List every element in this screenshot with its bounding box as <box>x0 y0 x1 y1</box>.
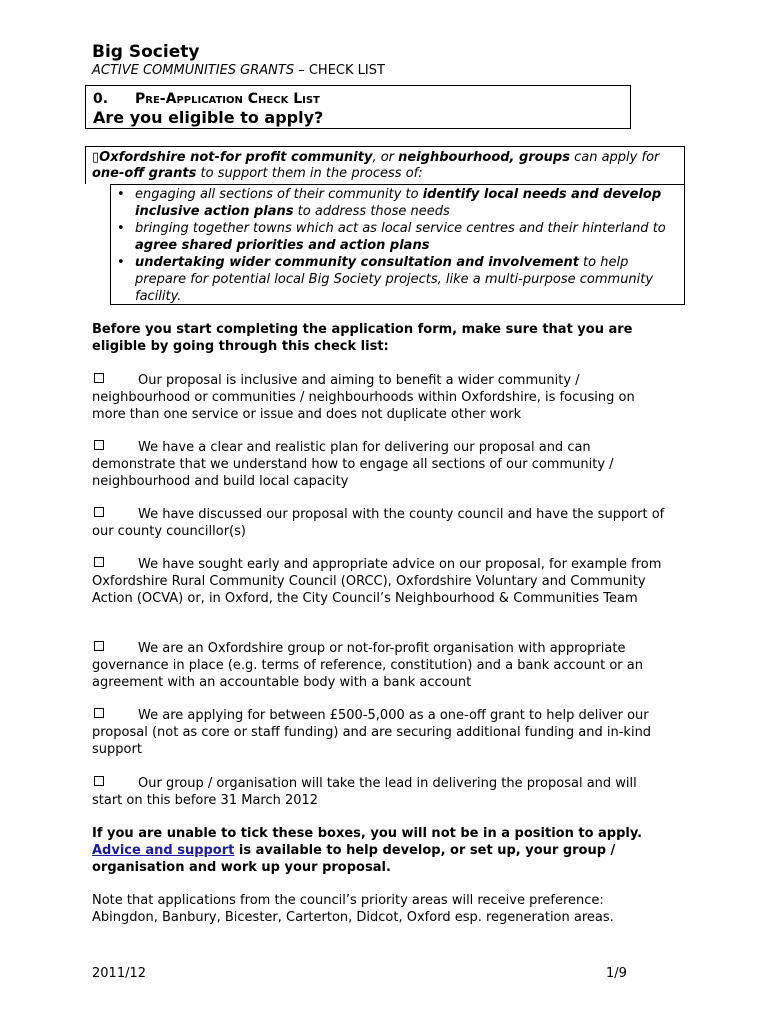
checklist-item-text: We have sought early and appropriate advice on our proposal, for example from Oxfordshire Rural Community Council (ORCC), Oxfordshire Voluntary and Community Action (OCVA) or, in Oxford, the City Council’s Neighbourhood & Communities Team <box>92 557 662 606</box>
checklist-item <box>92 439 667 490</box>
checklist-item <box>92 640 667 691</box>
list-item-text: bringing together towns which act as local service centres and their hinterland to <box>135 221 666 236</box>
checkbox-icon[interactable] <box>94 641 104 651</box>
intro-text-4: can apply for <box>569 150 660 165</box>
checklist-item <box>92 372 667 423</box>
bullet-icon: • <box>117 221 125 236</box>
unable-line: If you are unable to tick these boxes, you will not be in a position to apply. <box>92 826 643 841</box>
intro-text-2: , or <box>372 150 399 165</box>
list-item-bold: identify local needs and develop inclusive action plans <box>135 187 662 219</box>
intro-text-bold-1: Oxfordshire not-for profit community <box>99 150 373 165</box>
checklist-item-text: We have a clear and realistic plan for delivering our proposal and can demonstrate that we understand how to engage all sections of our community / neighbourhood and build local capacity <box>92 440 614 489</box>
advice-and-support-link[interactable]: Advice and support <box>92 843 235 858</box>
checklist-item-text: Our proposal is inclusive and aiming to benefit a wider community / neighbourhood or communities / neighbourhoods within Oxfordshire, is focusing on more than one service or issue and does not duplicate other work <box>92 373 635 422</box>
bullet-icon: • <box>117 255 125 270</box>
checklist-item <box>92 775 667 809</box>
section-number: 0. <box>93 91 109 107</box>
checklist-item <box>92 506 667 540</box>
intro-text-bold-5: one-off grants <box>92 166 197 181</box>
list-item-bold: undertaking wider community consultation and involvement <box>135 255 579 270</box>
list-item-text: to address those needs <box>293 204 450 219</box>
intro-text-bold-3: neighbourhood, groups <box>398 150 570 165</box>
checkbox-icon[interactable] <box>94 557 104 567</box>
unable-rest: is available to help develop, or set up, your group / organisation and work up your proposal. <box>92 843 616 875</box>
section-name: Pre-Application Check List <box>135 91 320 107</box>
intro-bullet-glyph: ▯ <box>92 150 100 165</box>
list-item-bold: agree shared priorities and action plans <box>135 238 430 253</box>
checklist-item-text: We are an Oxfordshire group or not-for-profit organisation with appropriate governance in place (e.g. terms of reference, constitution) and a bank account or an agreement with an accountable body with a bank account <box>92 641 643 690</box>
list-item <box>111 254 684 305</box>
list-item-text: to help prepare for potential local Big Society projects, like a multi-purpose community facility. <box>135 255 654 304</box>
document-subtitle <box>92 63 385 78</box>
list-item <box>111 220 684 254</box>
unable-notice <box>92 825 672 876</box>
list-item <box>111 186 684 220</box>
subtitle-rest: – CHECK LIST <box>294 63 385 78</box>
checklist-item-text: We are applying for between £500-5,000 as a one-off grant to help deliver our proposal (not as core or staff funding) and are securing additional funding and in-kind support <box>92 708 652 757</box>
priority-areas-note: Note that applications from the council’s priority areas will receive preference: Abingdon, Banbury, Bicester, Carterton, Didcot, Oxford esp. regeneration areas. <box>92 893 614 925</box>
section-heading-box <box>85 85 631 129</box>
before-you-start-text: Before you start completing the application form, make sure that you are eligible by going through this check list: <box>92 322 633 354</box>
intro-box <box>85 146 685 184</box>
subtitle-italic: ACTIVE COMMUNITIES GRANTS <box>92 63 295 78</box>
section-question: Are you eligible to apply? <box>93 108 324 127</box>
bullet-icon: • <box>117 187 125 202</box>
footer-year: 2011/12 <box>92 966 147 981</box>
checklist-item <box>92 707 667 758</box>
checklist-item-text: We have discussed our proposal with the county council and have the support of our county councillor(s) <box>92 507 665 539</box>
checkbox-icon[interactable] <box>94 373 104 383</box>
list-item-text: engaging all sections of their community to <box>135 187 423 202</box>
checklist-item-text: Our group / organisation will take the lead in delivering the proposal and will start on this before 31 March 2012 <box>92 776 637 808</box>
intro-text-6: to support them in the process of: <box>196 166 423 181</box>
footer-page-number: 1/9 <box>606 966 627 981</box>
process-list-box <box>110 184 685 305</box>
checkbox-icon[interactable] <box>94 507 104 517</box>
checkbox-icon[interactable] <box>94 708 104 718</box>
document-title: Big Society <box>92 42 200 62</box>
checkbox-icon[interactable] <box>94 776 104 786</box>
checkbox-icon[interactable] <box>94 440 104 450</box>
checklist-item <box>92 556 667 607</box>
